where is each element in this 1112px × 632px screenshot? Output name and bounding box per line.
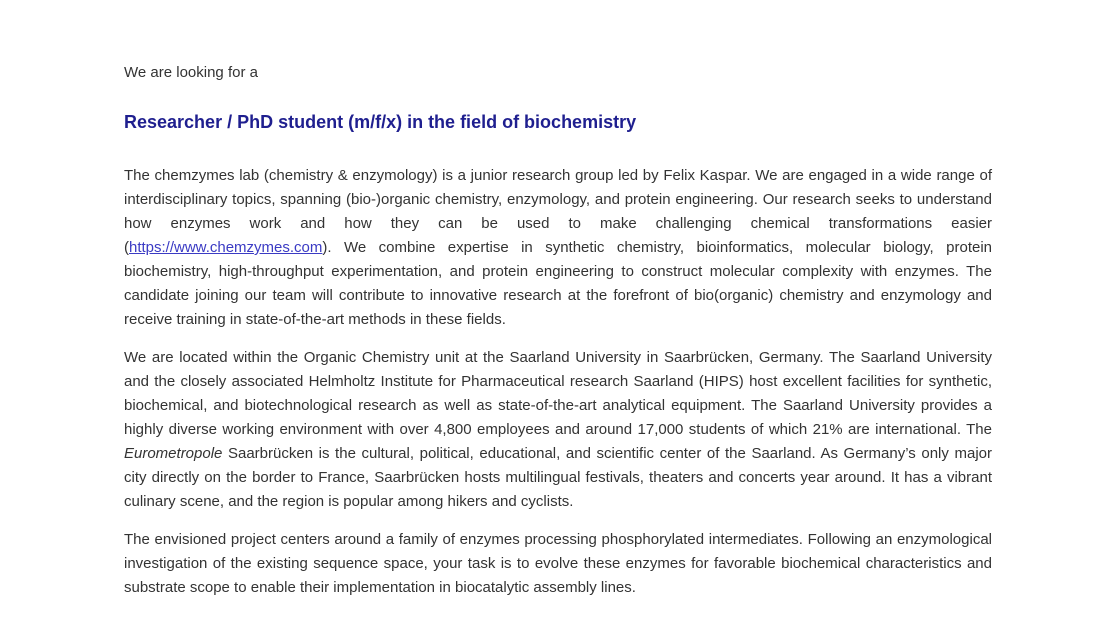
job-title-heading: Researcher / PhD student (m/f/x) in the field of biochemistry (124, 112, 637, 132)
paragraph-text: The chemzymes lab (chemistry & enzymology) is a junior research group led by Felix Kaspar. We are engaged in a wide range of interdisciplinary topics, spanning (bio-)organic chemistry, enzymology, and protein engineering. Our research seeks to understand how enzymes work and how they can be used to make challenging chemical transformations easier ( (124, 167, 992, 256)
chemzymes-link[interactable]: https://www.chemzymes.com (129, 239, 323, 256)
eurometropole-italic-text: Eurometropole (124, 445, 223, 462)
paragraph-text: ). We combine expertise in synthetic chemistry, bioinformatics, molecular biology, protein biochemistry, high-throughput experimentation, and protein engineering to construct molecular complexity with enzymes. The candidate joining our team will contribute to innovative research at the forefront of bio(organic) chemistry and enzymology and receive training in state-of-the-art methods in these fields. (124, 239, 992, 328)
paragraph-location (124, 346, 992, 514)
paragraph-text: We are located within the Organic Chemistry unit at the Saarland University in Saarbrücken, Germany. The Saarland University and the closely associated Helmholtz Institute for Pharmaceutical research Saarland (HIPS) host excellent facilities for synthetic, biochemical, and biotechnological research as well as state-of-the-art analytical equipment. The Saarland University provides a highly diverse working environment with over 4,800 employees and around 17,000 students of which 21% are international. The (124, 349, 992, 438)
paragraph-text: The envisioned project centers around a family of enzymes processing phosphorylated intermediates. Following an enzymological investigation of the existing sequence space, your task is to evolve these enzymes for favorable biochemical characteristics and substrate scope to enable their implementation in biocatalytic assembly lines. (124, 531, 992, 596)
document-content (124, 0, 992, 600)
intro-line: We are looking for a (124, 64, 258, 81)
paragraph-project (124, 528, 992, 600)
paragraph-about-lab (124, 164, 992, 332)
paragraph-text: Saarbrücken is the cultural, political, educational, and scientific center of the Saarland. As Germany’s only major city directly on the border to France, Saarbrücken hosts multilingual festivals, theaters and concerts year around. It has a vibrant culinary scene, and the region is popular among hikers and cyclists. (124, 445, 992, 510)
